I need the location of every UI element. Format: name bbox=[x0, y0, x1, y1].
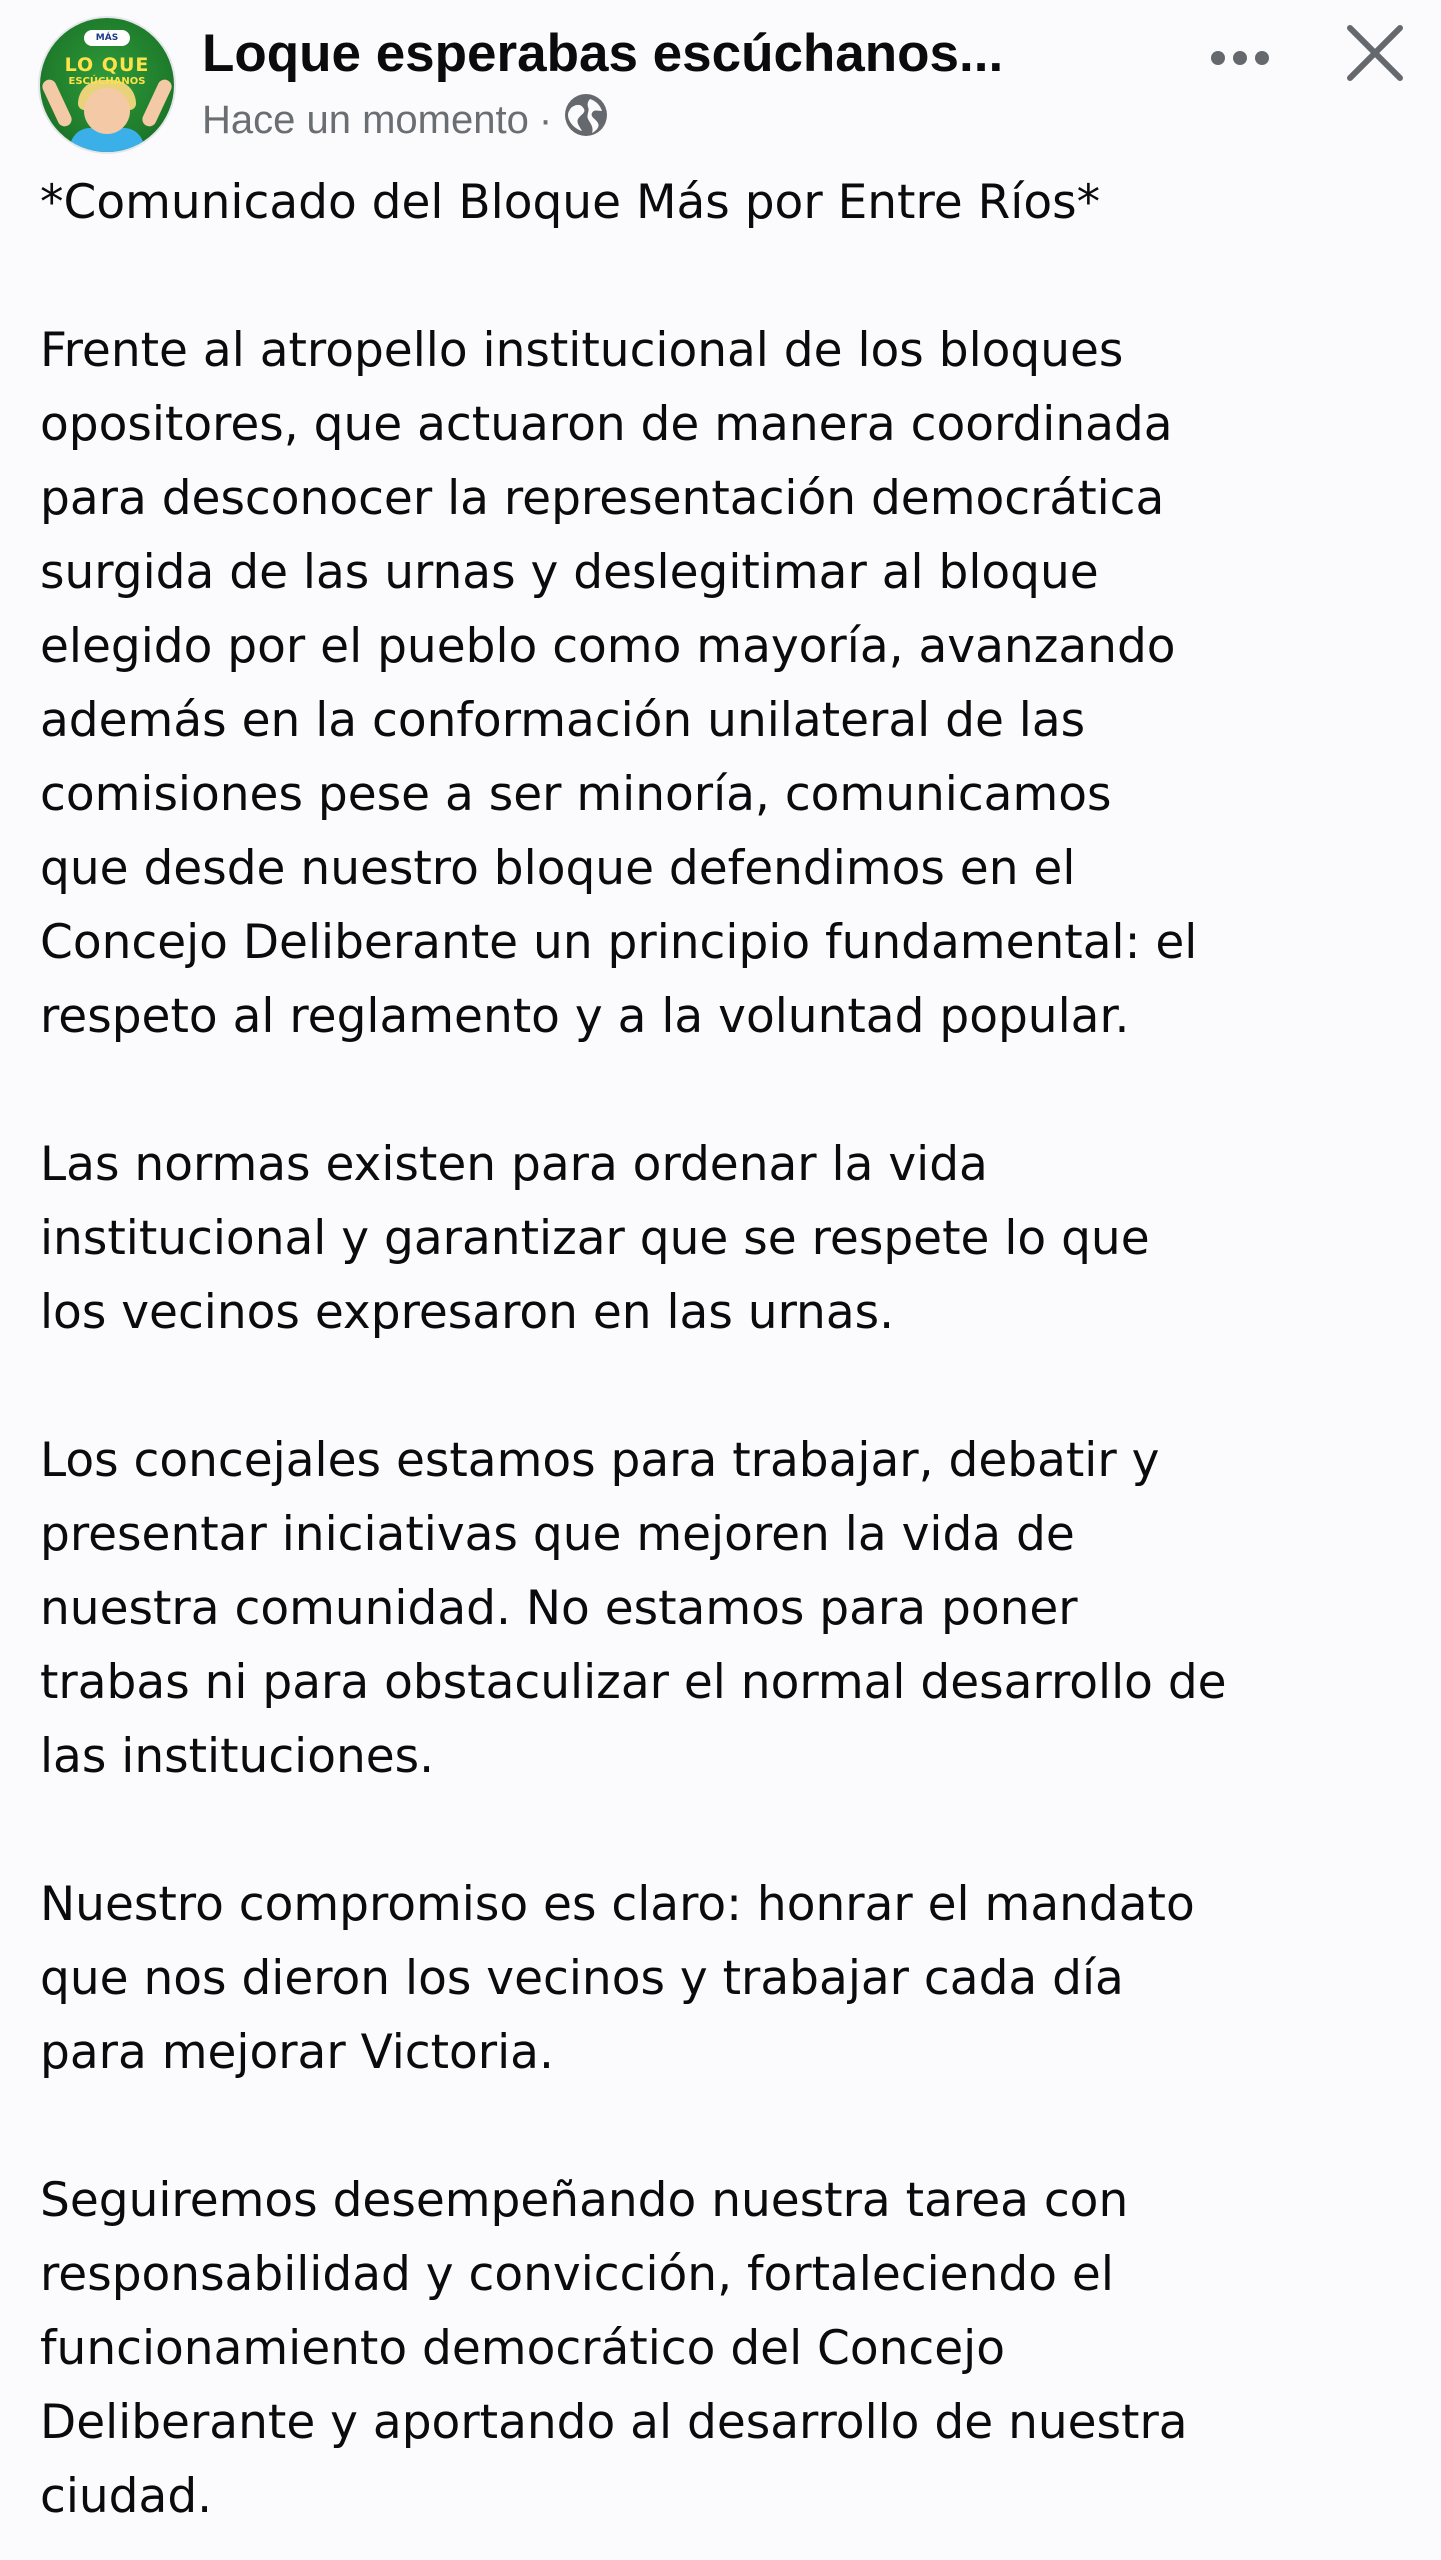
text-line: Frente al atropello institucional de los bloques bbox=[40, 323, 1124, 378]
more-options-button[interactable] bbox=[1200, 28, 1280, 88]
text-line: los vecinos expresaron en las urnas. bbox=[40, 1285, 895, 1340]
page-avatar[interactable] bbox=[40, 18, 174, 152]
avatar-logo-line2: ESCÚCHANOS bbox=[68, 76, 146, 87]
post-body bbox=[40, 166, 1420, 2534]
text-line: elegido por el pueblo como mayoría, avanzando bbox=[40, 619, 1176, 674]
post-paragraph bbox=[40, 314, 1420, 1054]
text-line: las instituciones. bbox=[40, 1729, 435, 1784]
text-line: Seguiremos desempeñando nuestra tarea con bbox=[40, 2173, 1129, 2228]
post-meta bbox=[202, 90, 610, 150]
text-line: *Comunicado del Bloque Más por Entre Ríos* bbox=[40, 175, 1101, 230]
text-line: trabas ni para obstaculizar el normal desarrollo de bbox=[40, 1655, 1227, 1710]
text-line: Nuestro compromiso es claro: honrar el mandato bbox=[40, 1877, 1195, 1932]
text-line: Concejo Deliberante un principio fundamental: el bbox=[40, 915, 1198, 970]
meta-separator: · bbox=[538, 97, 553, 142]
post-header bbox=[40, 18, 1420, 158]
post-paragraph bbox=[40, 166, 1420, 240]
text-line: Los concejales estamos para trabajar, debatir y bbox=[40, 1433, 1160, 1488]
post-paragraph bbox=[40, 1424, 1420, 1794]
post-paragraph bbox=[40, 1868, 1420, 2090]
text-line: funcionamiento democrático del Concejo bbox=[40, 2321, 1005, 2376]
close-icon bbox=[1344, 22, 1406, 84]
post-paragraph bbox=[40, 2164, 1420, 2534]
avatar-logo-badge: MÁS bbox=[84, 30, 130, 46]
text-line: comisiones pese a ser minoría, comunicamos bbox=[40, 767, 1112, 822]
text-line: opositores, que actuaron de manera coordinada bbox=[40, 397, 1173, 452]
page-name-link[interactable]: Loque esperabas escúchanos... bbox=[202, 24, 1004, 83]
text-line: respeto al reglamento y a la voluntad popular. bbox=[40, 989, 1130, 1044]
post-paragraph bbox=[40, 1128, 1420, 1350]
text-line: presentar iniciativas que mejoren la vida de bbox=[40, 1507, 1075, 1562]
text-line: ciudad. bbox=[40, 2469, 213, 2524]
text-line: Deliberante y aportando al desarrollo de nuestra bbox=[40, 2395, 1188, 2450]
text-line: institucional y garantizar que se respete lo que bbox=[40, 1211, 1150, 1266]
avatar-figure-face bbox=[84, 88, 130, 134]
text-line: Las normas existen para ordenar la vida bbox=[40, 1137, 988, 1192]
text-line: que nos dieron los vecinos y trabajar cada día bbox=[40, 1951, 1124, 2006]
globe-icon[interactable] bbox=[562, 91, 610, 149]
text-line: para desconocer la representación democrática bbox=[40, 471, 1165, 526]
more-horizontal-icon bbox=[1208, 48, 1272, 68]
avatar-logo-line1: LO QUE bbox=[64, 54, 150, 76]
text-line: para mejorar Victoria. bbox=[40, 2025, 554, 2080]
close-button[interactable] bbox=[1340, 18, 1410, 88]
text-line: además en la conformación unilateral de las bbox=[40, 693, 1086, 748]
text-line: nuestra comunidad. No estamos para poner bbox=[40, 1581, 1078, 1636]
post-timestamp[interactable]: Hace un momento bbox=[202, 97, 529, 142]
text-line: surgida de las urnas y deslegitimar al bloque bbox=[40, 545, 1099, 600]
text-line: que desde nuestro bloque defendimos en el bbox=[40, 841, 1076, 896]
text-line: responsabilidad y convicción, fortaleciendo el bbox=[40, 2247, 1114, 2302]
